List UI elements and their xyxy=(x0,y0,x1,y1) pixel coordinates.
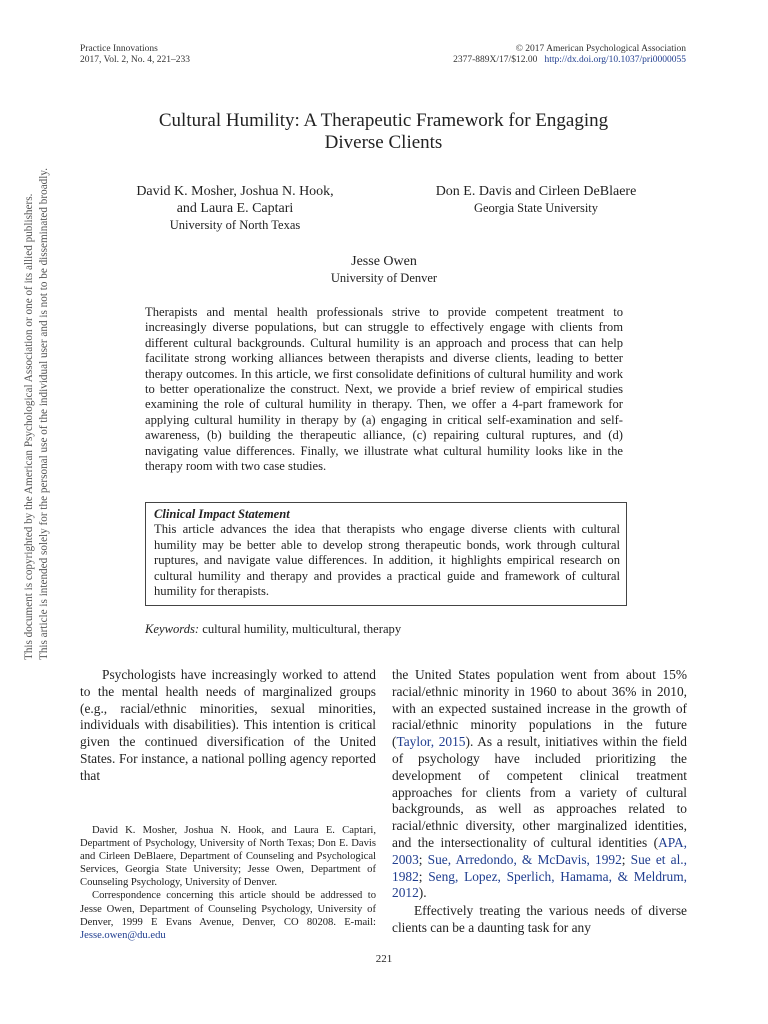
issn: 2377-889X/17/$12.00 xyxy=(453,55,538,65)
author-group-2 xyxy=(405,183,667,217)
author-names: Jesse Owen xyxy=(351,254,417,269)
keywords xyxy=(145,622,401,637)
author-group-3 xyxy=(284,253,484,287)
keywords-label: Keywords: xyxy=(145,622,200,636)
author-institution: Georgia State University xyxy=(473,201,599,215)
author-note-footnote xyxy=(80,824,376,942)
copyright-header xyxy=(453,44,686,66)
impact-heading: Clinical Impact Statement xyxy=(154,507,290,521)
journal-name: Practice Innovations xyxy=(80,44,158,54)
author-names: David K. Mosher, Joshua N. Hook, xyxy=(136,184,334,199)
footnote-affiliations: David K. Mosher, Joshua N. Hook, and Laura E. Captari, Department of Psychology, University of North Texas; Don E. Davis and Cirleen DeBlaere, Department of Counseling and Psychological Services, Georgia State University; Jesse Owen, Department of Counseling Psychology, University of Denver. xyxy=(80,825,376,889)
email-link[interactable]: Jesse.owen@du.edu xyxy=(80,929,166,941)
sidebar-line-1: This document is copyrighted by the American Psychological Association or one of its allied publishers. xyxy=(23,193,35,660)
keywords-text: cultural humility, multicultural, therapy xyxy=(202,622,402,636)
body-paragraph: Effectively treating the various needs of diverse clients can be a daunting task for any xyxy=(392,903,687,935)
sidebar-line-2: This article is intended solely for the personal use of the individual user and is not to be disseminated broadly. xyxy=(38,167,50,660)
impact-text: This article advances the idea that therapists who engage diverse clients with cultural humility may be better able to develop strong therapeutic bonds, work through cultural ruptures, and navigate value differences. In addition, it highlights empirical research on cultural humility and therapy and provides a practical guide and framework of cultural humility for therapists. xyxy=(154,522,620,599)
author-institution: University of Denver xyxy=(330,271,438,285)
citation-link[interactable]: APA, 2003 xyxy=(392,834,687,867)
author-names-cont: and Laura E. Captari xyxy=(176,201,294,216)
body-paragraph: the United States population went from about 15% racial/ethnic minority in 1960 to about 36% in 2010, with an expected sustained increase in the growth of racial/ethnic minority populations in the future (Taylor, 2015). As a result, initiatives within the field of psychology have included prioritizing the development of competent clinical treatment approaches for clients from a variety of cultural backgrounds, as well as approaches related to racial/ethnic diversity, other marginalized identities, and the intersectionality of cultural identities (APA, 2003; Sue, Arredondo, & McDavis, 1992; Sue et al., 1982; Seng, Lopez, Sperlich, Hamama, & Meldrum, 2012). xyxy=(392,667,687,901)
author-institution: University of North Texas xyxy=(169,218,301,232)
clinical-impact-box xyxy=(145,502,627,606)
body-column-right xyxy=(392,667,687,937)
article-title: Cultural Humility: A Therapeutic Framework for Engaging Diverse Clients xyxy=(158,110,609,153)
doi-link[interactable]: http://dx.doi.org/10.1037/pri0000055 xyxy=(544,55,686,65)
author-group-1 xyxy=(100,183,370,234)
issn-doi-line xyxy=(453,55,686,66)
page-number: 221 xyxy=(375,953,393,965)
abstract: Therapists and mental health professionals strive to provide competent treatment to increasingly diverse populations, but can struggle to effectively engage with clients from different cultural backgrounds. Cultural humility is an approach and process that can help facilitate strong working alliances between therapists and diverse clients, leading to better therapy outcomes. In this article, we first consolidate definitions of cultural humility and work to better operationalize the construct. Next, we provide a brief review of empirical studies examining the role of cultural humility in therapy. Then, we offer a 4-part framework for applying cultural humility in therapy by (a) engaging in critical self-examination and self-awareness, (b) building the therapeutic alliance, (c) repairing cultural ruptures, and (d) navigating value differences. Finally, we illustrate what cultural humility looks like in the therapy room with two case studies. xyxy=(145,305,623,474)
footnote-correspondence: Correspondence concerning this article should be addressed to Jesse Owen, Department of Counseling Psychology, University of Denver, 1999 E Evans Avenue, Denver, CO 80208. E-mail: Jesse.owen@du.edu xyxy=(80,890,376,941)
body-paragraph: Psychologists have increasingly worked to attend to the mental health needs of marginalized groups (e.g., racial/ethnic minorities, sexual minorities, individuals with disabilities). This intention is critical given the continued diversification of the United States. For instance, a national polling agency reported that xyxy=(80,667,376,783)
journal-volume: 2017, Vol. 2, No. 4, 221–233 xyxy=(80,55,190,65)
citation-link[interactable]: Seng, Lopez, Sperlich, Hamama, & Meldrum, 2012 xyxy=(392,868,687,901)
citation-link[interactable]: Taylor, 2015 xyxy=(396,734,466,750)
copyright-sidebar xyxy=(22,167,54,660)
citation-link[interactable]: Sue, Arredondo, & McDavis, 1992 xyxy=(427,851,622,867)
author-names: Don E. Davis and Cirleen DeBlaere xyxy=(435,184,637,199)
citation-link[interactable]: Sue et al., 1982 xyxy=(392,851,687,884)
journal-header xyxy=(80,44,190,66)
copyright-text: © 2017 American Psychological Association xyxy=(515,44,686,54)
body-column-left xyxy=(80,667,376,785)
